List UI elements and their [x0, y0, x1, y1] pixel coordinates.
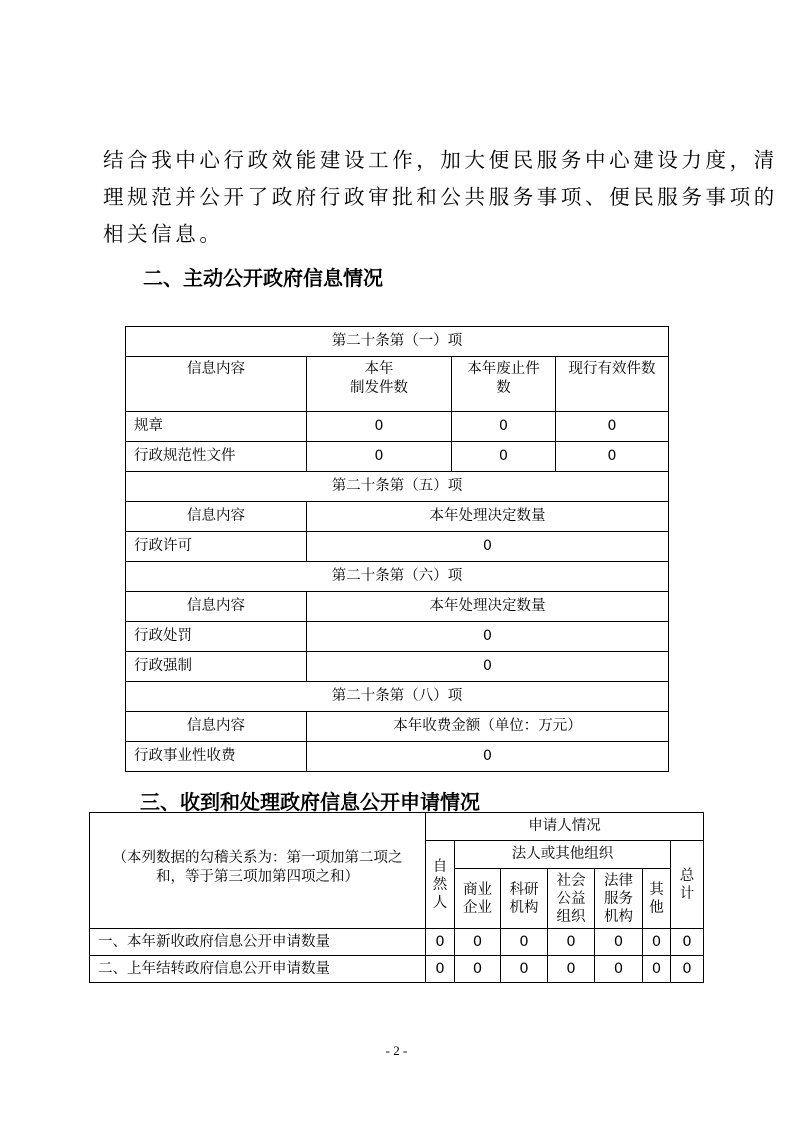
social-line: 公益	[556, 890, 586, 907]
art1-col-abolished	[452, 357, 556, 412]
legal-service-line: 机构	[604, 908, 633, 925]
art1-col-valid: 现行有效件数	[556, 357, 669, 412]
art5-col-value: 本年处理决定数量	[307, 502, 669, 532]
art1-col-issued	[307, 357, 452, 412]
art5-row-name: 行政许可	[126, 532, 307, 562]
table-cell: 0	[501, 929, 548, 956]
art8-row-value: 0	[307, 742, 669, 772]
table-cell: 0	[548, 929, 595, 956]
art1-col-abolished-line2: 数	[496, 380, 511, 396]
other-char: 他	[649, 899, 664, 916]
natural-person-char: 自	[432, 858, 448, 875]
table-cell: 0	[455, 956, 501, 983]
table-cell: 0	[501, 956, 548, 983]
research-line: 科研	[509, 881, 539, 898]
page-number: - 2 -	[385, 1043, 408, 1058]
application-note-line1: （本列数据的勾稽关系为：第一项加第二项之	[112, 849, 403, 866]
art8-header: 第二十条第（八）项	[126, 682, 669, 712]
art1-col-issued-line1: 本年	[364, 361, 394, 377]
application-note	[90, 813, 426, 929]
business-header	[455, 869, 501, 929]
art1-col-abolished-line1: 本年废止件	[467, 361, 540, 377]
table-cell: 0	[548, 956, 595, 983]
natural-person-char: 然	[432, 876, 448, 893]
application-table	[89, 812, 704, 983]
art1-col-issued-line2: 制发件数	[350, 380, 408, 396]
art6-col-info: 信息内容	[126, 592, 307, 622]
table-cell: 0	[671, 956, 704, 983]
art1-row-abolished: 0	[452, 412, 556, 442]
art1-row-name: 规章	[126, 412, 307, 442]
social-line: 社会	[556, 872, 586, 889]
intro-line-1: 结合我中心行政效能建设工作，加大便民服务中心建设力度，清	[103, 148, 778, 172]
art8-row-name: 行政事业性收费	[126, 742, 307, 772]
art6-row-value: 0	[307, 622, 669, 652]
intro-line-3: 相关信息。	[103, 222, 224, 246]
art5-col-info: 信息内容	[126, 502, 307, 532]
business-line: 商业	[463, 881, 492, 898]
total-header	[671, 841, 704, 929]
legal-service-line: 法律	[604, 872, 633, 889]
art1-col-info: 信息内容	[126, 357, 307, 412]
social-header	[548, 869, 595, 929]
art1-row-abolished: 0	[452, 442, 556, 472]
legal-entity-header: 法人或其他组织	[455, 841, 671, 869]
natural-person-header	[426, 841, 455, 929]
table-cell: 0	[671, 929, 704, 956]
art1-row-name: 行政规范性文件	[126, 442, 307, 472]
active-disclosure-table	[125, 326, 669, 772]
intro-paragraph	[103, 142, 778, 253]
legal-service-line: 服务	[604, 890, 633, 907]
art6-col-value: 本年处理决定数量	[307, 592, 669, 622]
art6-row-name: 行政强制	[126, 652, 307, 682]
other-header	[643, 869, 671, 929]
art1-row-issued: 0	[307, 412, 452, 442]
art1-header: 第二十条第（一）项	[126, 327, 669, 357]
row-new-applications-label: 一、本年新收政府信息公开申请数量	[90, 929, 426, 956]
total-char: 计	[679, 885, 695, 902]
legal-service-header	[595, 869, 643, 929]
natural-person-char: 人	[432, 894, 448, 911]
art6-row-name: 行政处罚	[126, 622, 307, 652]
art1-row-valid: 0	[556, 412, 669, 442]
art6-row-value: 0	[307, 652, 669, 682]
intro-line-2: 理规范并公开了政府行政审批和公共服务事项、便民服务事项的	[103, 185, 778, 209]
art5-row-value: 0	[307, 532, 669, 562]
table-cell: 0	[595, 956, 643, 983]
table-cell: 0	[643, 956, 671, 983]
table-cell: 0	[595, 929, 643, 956]
other-char: 其	[649, 881, 664, 898]
art1-row-valid: 0	[556, 442, 669, 472]
table-cell: 0	[643, 929, 671, 956]
total-char: 总	[679, 867, 695, 884]
application-note-line2: 和，等于第三项加第四项之和）	[156, 868, 359, 885]
art8-col-value: 本年收费金额（单位：万元）	[307, 712, 669, 742]
section-2-heading: 二、主动公开政府信息情况	[143, 266, 383, 290]
business-line: 企业	[463, 899, 492, 916]
section-3-heading: 三、收到和处理政府信息公开申请情况	[140, 790, 480, 814]
applicant-header: 申请人情况	[426, 813, 704, 841]
table-cell: 0	[426, 929, 455, 956]
research-line: 机构	[509, 899, 539, 916]
social-line: 组织	[556, 908, 586, 925]
art6-header: 第二十条第（六）项	[126, 562, 669, 592]
row-carried-over-label: 二、上年结转政府信息公开申请数量	[90, 956, 426, 983]
table-cell: 0	[455, 929, 501, 956]
research-header	[501, 869, 548, 929]
art5-header: 第二十条第（五）项	[126, 472, 669, 502]
art8-col-info: 信息内容	[126, 712, 307, 742]
table-cell: 0	[426, 956, 455, 983]
art1-row-issued: 0	[307, 442, 452, 472]
